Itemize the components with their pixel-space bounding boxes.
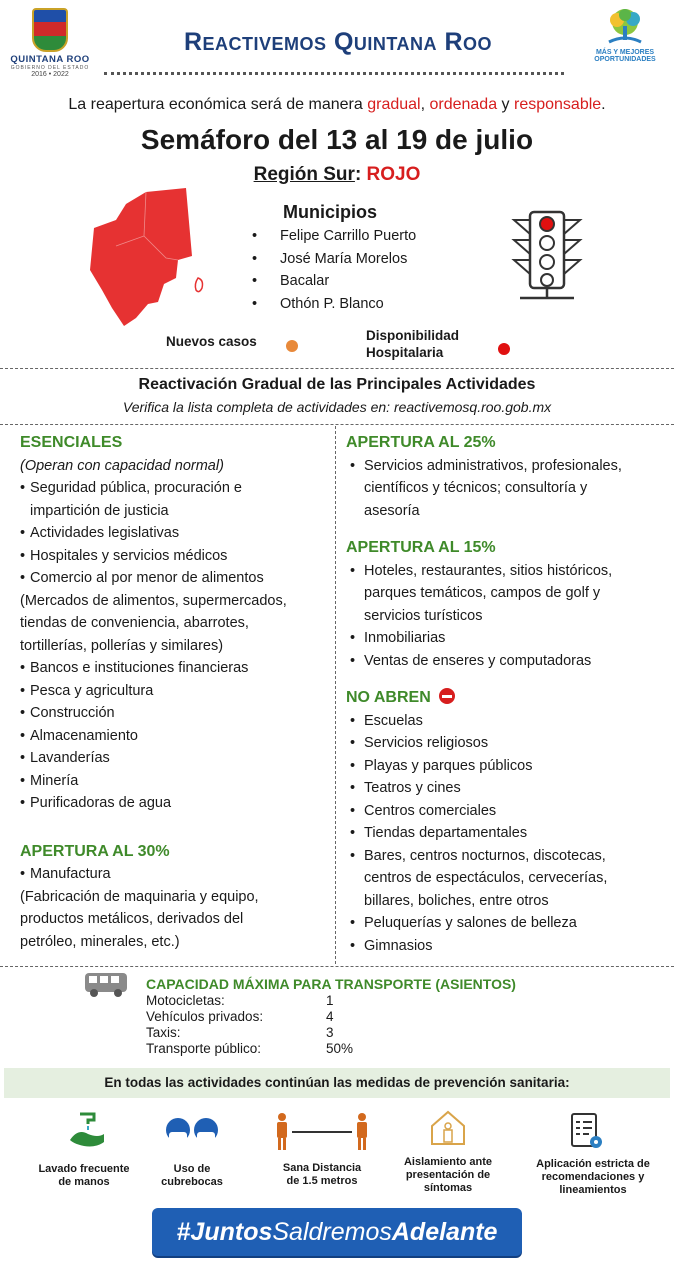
list-item: • Actividades legislativas — [20, 522, 330, 545]
list-item: • Inmobiliarias — [346, 627, 668, 650]
intro-text: La reapertura económica será de manera gradual, ordenada y responsable. — [68, 96, 606, 113]
divider — [0, 966, 674, 967]
section-subtitle: Verifica la lista completa de actividades en: reactivemosq.roo.gob.mx — [122, 399, 552, 415]
left-column — [20, 432, 330, 953]
traffic-light-icon — [510, 210, 584, 302]
list-item: • Seguridad pública, procuración e impartición de justicia — [20, 477, 330, 522]
list-item: • Hospitales y servicios médicos — [20, 545, 330, 568]
tree-icon — [603, 8, 647, 46]
comercio-detail: (Mercados de alimentos, supermercados, tiendas de conveniencia, abarrotes, tortillerías, pollerías y similares) — [20, 592, 287, 654]
page-title: Reactivemos Quintana Roo — [183, 28, 493, 56]
word-ordenada: ordenada — [429, 96, 498, 113]
transporte-table — [146, 993, 446, 1057]
medida-aplicacion: Aplicación estricta de recomendaciones y lineamientos — [536, 1158, 650, 1196]
list-item: • Comercio al por menor de alimentos — [20, 567, 330, 590]
list-item: • Manufactura — [20, 863, 330, 886]
word-responsable: responsable — [514, 96, 602, 113]
medida-cubrebocas: Uso de cubrebocas — [161, 1163, 223, 1188]
right-column — [346, 432, 668, 957]
list-item: • Construcción — [20, 702, 330, 725]
state-logo — [10, 8, 90, 86]
no-entry-icon — [439, 688, 455, 704]
hashtag-banner: #JuntosSaldremosAdelante — [152, 1208, 522, 1256]
list-item: • Bacalar — [252, 273, 472, 296]
list-item: • Hoteles, restaurantes, sitios históricos, parques temáticos, campos de golf y servicios turísticos — [346, 560, 668, 628]
list-item: • Playas y parques públicos — [346, 755, 668, 778]
medida-aislamiento: Aislamiento ante presentación de síntomas — [403, 1156, 493, 1194]
municipios-title: Municipios — [283, 202, 377, 222]
column-divider — [335, 426, 336, 964]
region-color: ROJO — [366, 164, 421, 185]
headline: Semáforo del 13 al 19 de julio — [140, 124, 534, 155]
list-item: • Teatros y cines — [346, 777, 668, 800]
list-item: • Servicios religiosos — [346, 732, 668, 755]
brand-logo — [585, 8, 665, 80]
state-logo-years: 2016 • 2022 — [31, 71, 69, 78]
region-label: Región Sur — [253, 164, 355, 185]
list-item: • Gimnasios — [346, 935, 668, 958]
medida-lavado: Lavado frecuente de manos — [38, 1163, 130, 1188]
list-item: • Lavanderías — [20, 747, 330, 770]
word-gradual: gradual — [367, 96, 421, 113]
section-title: Reactivación Gradual de las Principales Actividades — [138, 376, 536, 393]
list-item: • Almacenamiento — [20, 725, 330, 748]
manufactura-detail: (Fabricación de maquinaria y equipo, productos metálicos, derivados del petróleo, minerales, etc.) — [20, 888, 259, 950]
region-map-icon — [86, 186, 226, 336]
list-item: • Centros comerciales — [346, 800, 668, 823]
list-item: • Escuelas — [346, 710, 668, 733]
apertura-30-title: APERTURA AL 30% — [20, 842, 170, 860]
brand-line-1: MÁS Y MEJORES — [595, 49, 655, 56]
list-item: • Ventas de enseres y computadoras — [346, 650, 668, 673]
list-item: • Bancos e instituciones financieras — [20, 657, 330, 680]
checklist-icon — [566, 1110, 606, 1150]
apertura-25-title: APERTURA AL 25% — [346, 434, 496, 451]
nuevos-casos-indicator — [286, 340, 298, 352]
no-abren-title: NO ABREN — [346, 687, 668, 710]
region-status: Región Sur: ROJO — [253, 164, 421, 185]
list-item: • Bares, centros nocturnos, discotecas, centros de espectáculos, cervecerías, billares, boliches, entre otros — [346, 845, 668, 913]
state-logo-sub: GOBIERNO DEL ESTADO — [10, 65, 90, 71]
list-item: • Othón P. Blanco — [252, 296, 472, 319]
list-item: • Felipe Carrillo Puerto — [252, 228, 472, 251]
state-shield-icon — [32, 8, 68, 52]
table-row: Taxis: 3 — [146, 1025, 334, 1040]
social-distance-icon — [272, 1112, 372, 1152]
state-logo-name: QUINTANA ROO — [10, 54, 90, 65]
municipios-list — [252, 228, 472, 318]
divider — [0, 368, 674, 369]
list-item: • Purificadoras de agua — [20, 792, 330, 815]
esenciales-note: (Operan con capacidad normal) — [20, 457, 224, 474]
list-item: • Peluquerías y salones de belleza — [346, 912, 668, 935]
handwash-icon — [66, 1110, 106, 1150]
medidas-title: En todas las actividades continúan las medidas de prevención sanitaria: — [104, 1075, 570, 1090]
brand-line-2: OPORTUNIDADES — [594, 56, 656, 63]
list-item: • Minería — [20, 770, 330, 793]
transporte-title: CAPACIDAD MÁXIMA PARA TRANSPORTE (ASIENTOS) — [146, 976, 516, 992]
list-item: • Servicios administrativos, profesionales, científicos y técnicos; consultoría y asesoría — [346, 455, 668, 523]
medida-distancia: Sana Distancia de 1.5 metros — [282, 1162, 362, 1187]
disponibilidad-label: Disponibilidad Hospitalaria — [366, 328, 459, 360]
table-row: Vehículos privados: 4 — [146, 1009, 334, 1024]
disponibilidad-indicator — [498, 343, 510, 355]
title-divider — [104, 72, 564, 75]
list-item: • Tiendas departamentales — [346, 822, 668, 845]
home-isolation-icon — [428, 1108, 468, 1148]
bus-icon — [84, 972, 128, 998]
list-item: • José María Morelos — [252, 251, 472, 274]
face-mask-icon — [164, 1112, 220, 1152]
nuevos-casos-label: Nuevos casos — [166, 334, 257, 349]
divider — [0, 424, 674, 425]
apertura-15-title: APERTURA AL 15% — [346, 539, 496, 556]
table-row: Transporte público: 50% — [146, 1041, 354, 1056]
esenciales-title: ESENCIALES — [20, 434, 123, 451]
list-item: • Pesca y agricultura — [20, 680, 330, 703]
table-row: Motocicletas: 1 — [146, 993, 334, 1008]
